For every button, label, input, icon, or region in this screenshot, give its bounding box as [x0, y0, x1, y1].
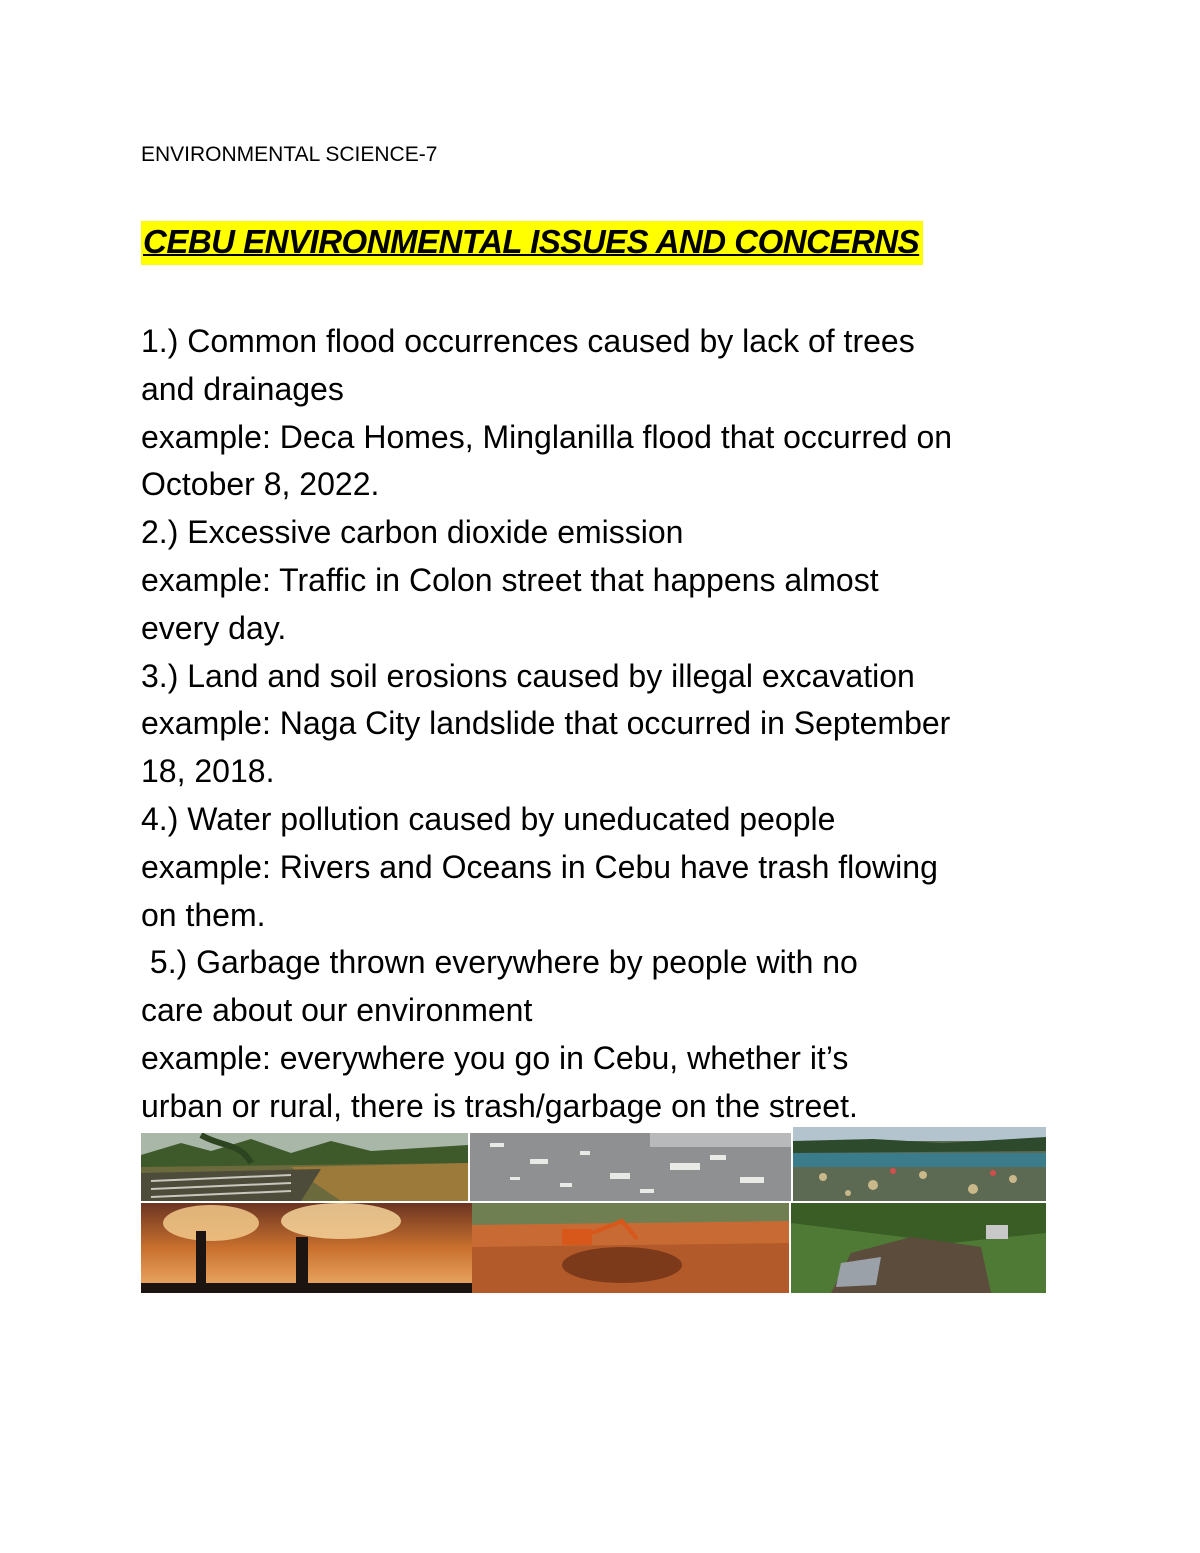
water-pollution-photo [793, 1127, 1046, 1201]
page-title: CEBU ENVIRONMENTAL ISSUES AND CONCERNS [141, 221, 923, 265]
text-line: care about our environment [141, 992, 533, 1029]
issues-list [141, 318, 1101, 1131]
excavation-photo [472, 1203, 789, 1293]
text-line: example: Traffic in Colon street that happens almost [141, 561, 879, 598]
text-line: example: Rivers and Oceans in Cebu have trash flowing [141, 848, 938, 885]
photo-collage [141, 1133, 1046, 1293]
course-heading: ENVIRONMENTAL SCIENCE-7 [141, 143, 438, 166]
text-line: every day. [141, 609, 287, 646]
smokestack-photo [141, 1203, 472, 1293]
text-line: example: Deca Homes, Minglanilla flood that occurred on [141, 418, 953, 455]
text-line: 18, 2018. [141, 753, 275, 790]
text-line: and drainages [141, 370, 344, 407]
text-line: 3.) Land and soil erosions caused by illegal excavation [141, 657, 915, 694]
street-garbage-photo [470, 1133, 791, 1201]
text-line: 4.) Water pollution caused by uneducated people [141, 800, 836, 837]
text-line: 1.) Common flood occurrences caused by lack of trees [141, 323, 915, 359]
text-line: 2.) Excessive carbon dioxide emission [141, 514, 684, 551]
text-line: urban or rural, there is trash/garbage on the street. [141, 1087, 858, 1124]
text-line: on them. [141, 896, 266, 933]
flood-photo [141, 1133, 468, 1201]
landslide-photo [791, 1203, 1046, 1293]
text-line: 5.) Garbage thrown everywhere by people with no [141, 944, 858, 981]
text-line: October 8, 2022. [141, 466, 380, 503]
text-line: example: everywhere you go in Cebu, whether it’s [141, 1039, 849, 1076]
text-line: example: Naga City landslide that occurred in September [141, 705, 951, 742]
